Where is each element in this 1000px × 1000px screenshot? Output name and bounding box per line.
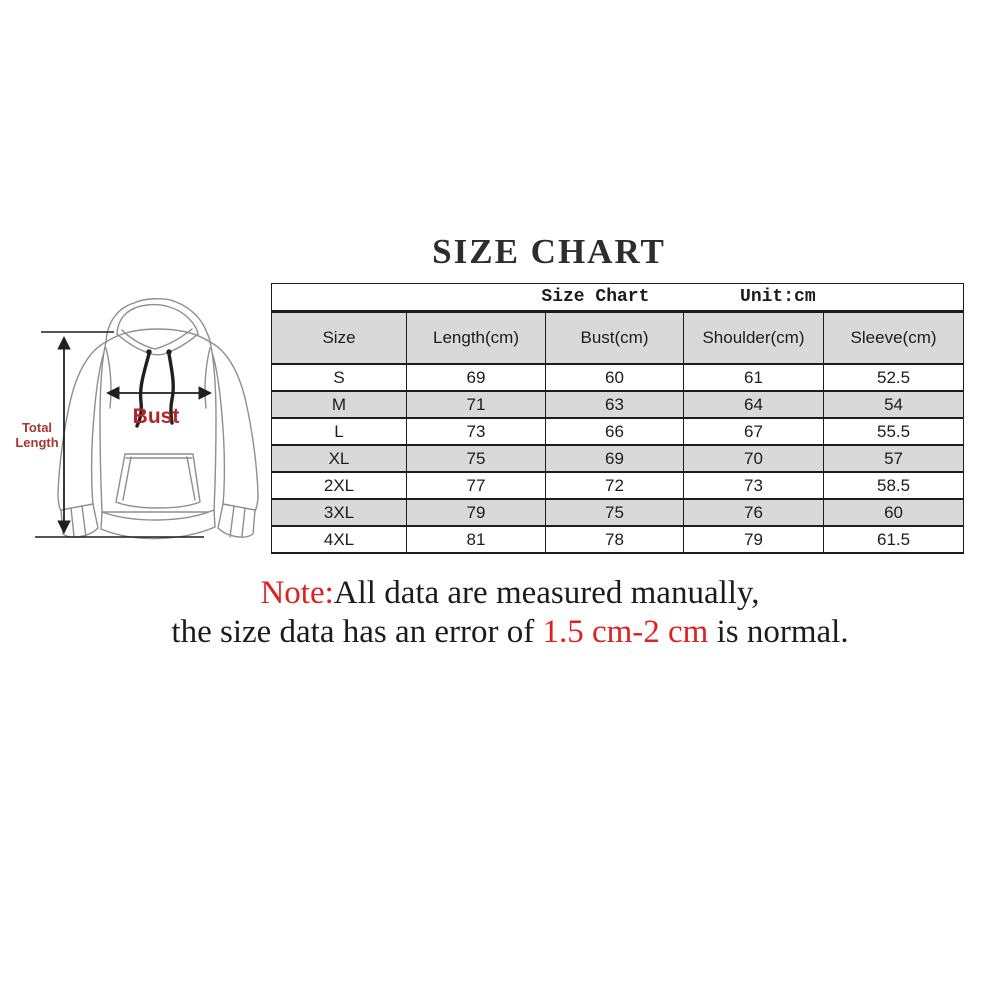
total-length-label-line1: Total bbox=[21, 420, 53, 435]
note-line1-body: All data are measured manually, bbox=[333, 575, 760, 611]
measurement-cell: 75 bbox=[407, 445, 546, 472]
size-table-body bbox=[272, 364, 964, 553]
size-cell: 2XL bbox=[272, 472, 407, 499]
right-grommet bbox=[166, 349, 171, 354]
size-cell: S bbox=[272, 364, 407, 391]
size-cell: 3XL bbox=[272, 499, 407, 526]
measurement-cell: 77 bbox=[407, 472, 546, 499]
measurement-cell: 60 bbox=[546, 364, 684, 391]
note-line-2 bbox=[10, 613, 1000, 652]
size-cell: 4XL bbox=[272, 526, 407, 553]
measurement-cell: 69 bbox=[407, 364, 546, 391]
column-header-bust: Bust(cm) bbox=[546, 312, 684, 365]
hoodie-measurement-diagram bbox=[8, 296, 273, 571]
measurement-cell: 72 bbox=[546, 472, 684, 499]
note-line2-after: is normal. bbox=[708, 614, 849, 650]
column-header-length: Length(cm) bbox=[407, 312, 546, 365]
size-chart-table bbox=[271, 283, 964, 554]
measurement-cell: 75 bbox=[546, 499, 684, 526]
column-header-size: Size bbox=[272, 312, 407, 365]
measurement-cell: 79 bbox=[407, 499, 546, 526]
measurement-cell: 52.5 bbox=[824, 364, 964, 391]
measurement-cell: 57 bbox=[824, 445, 964, 472]
table-unit-label: Unit:cm bbox=[740, 287, 816, 307]
measurement-cell: 64 bbox=[684, 391, 824, 418]
hoodie-hem-band bbox=[101, 510, 215, 539]
measurement-cell: 60 bbox=[824, 499, 964, 526]
measurement-cell: 70 bbox=[684, 445, 824, 472]
column-header-sleeve: Sleeve(cm) bbox=[824, 312, 964, 365]
measurement-cell: 71 bbox=[407, 391, 546, 418]
measurement-cell: 76 bbox=[684, 499, 824, 526]
measurement-cell: 69 bbox=[546, 445, 684, 472]
table-header-row bbox=[272, 312, 964, 365]
total-length-label-line2: Length bbox=[15, 435, 59, 450]
measurement-cell: 61.5 bbox=[824, 526, 964, 553]
measurement-cell: 73 bbox=[684, 472, 824, 499]
table-row bbox=[272, 499, 964, 526]
table-caption: Size Chart bbox=[541, 287, 650, 307]
table-row bbox=[272, 364, 964, 391]
measurement-cell: 73 bbox=[407, 418, 546, 445]
size-cell: M bbox=[272, 391, 407, 418]
left-grommet bbox=[146, 349, 151, 354]
bust-label: Bust bbox=[132, 405, 180, 428]
measurement-cell: 66 bbox=[546, 418, 684, 445]
measurement-cell: 79 bbox=[684, 526, 824, 553]
page-title: SIZE CHART bbox=[432, 232, 666, 271]
note-label: Note: bbox=[260, 575, 334, 611]
note-tolerance-highlight: 1.5 cm-2 cm bbox=[542, 614, 709, 650]
table-row bbox=[272, 526, 964, 553]
table-caption-cell bbox=[272, 284, 964, 312]
measurement-cell: 58.5 bbox=[824, 472, 964, 499]
measurement-cell: 81 bbox=[407, 526, 546, 553]
size-cell: XL bbox=[272, 445, 407, 472]
measurement-cell: 61 bbox=[684, 364, 824, 391]
hoodie-left-cuff bbox=[61, 504, 98, 537]
note-text bbox=[10, 574, 1000, 652]
size-cell: L bbox=[272, 418, 407, 445]
measurement-cell: 55.5 bbox=[824, 418, 964, 445]
table-row bbox=[272, 418, 964, 445]
hoodie-right-sleeve bbox=[210, 342, 258, 511]
hoodie-right-cuff bbox=[218, 504, 255, 537]
measurement-cell: 54 bbox=[824, 391, 964, 418]
measurement-cell: 63 bbox=[546, 391, 684, 418]
hoodie-left-sleeve bbox=[58, 342, 106, 511]
table-caption-row bbox=[272, 284, 964, 312]
table-row bbox=[272, 472, 964, 499]
table-row bbox=[272, 445, 964, 472]
note-line2-before: the size data has an error of bbox=[171, 614, 543, 650]
measurement-cell: 78 bbox=[546, 526, 684, 553]
column-header-shoulder: Shoulder(cm) bbox=[684, 312, 824, 365]
table-row bbox=[272, 391, 964, 418]
note-line-1 bbox=[10, 574, 1000, 613]
measurement-cell: 67 bbox=[684, 418, 824, 445]
